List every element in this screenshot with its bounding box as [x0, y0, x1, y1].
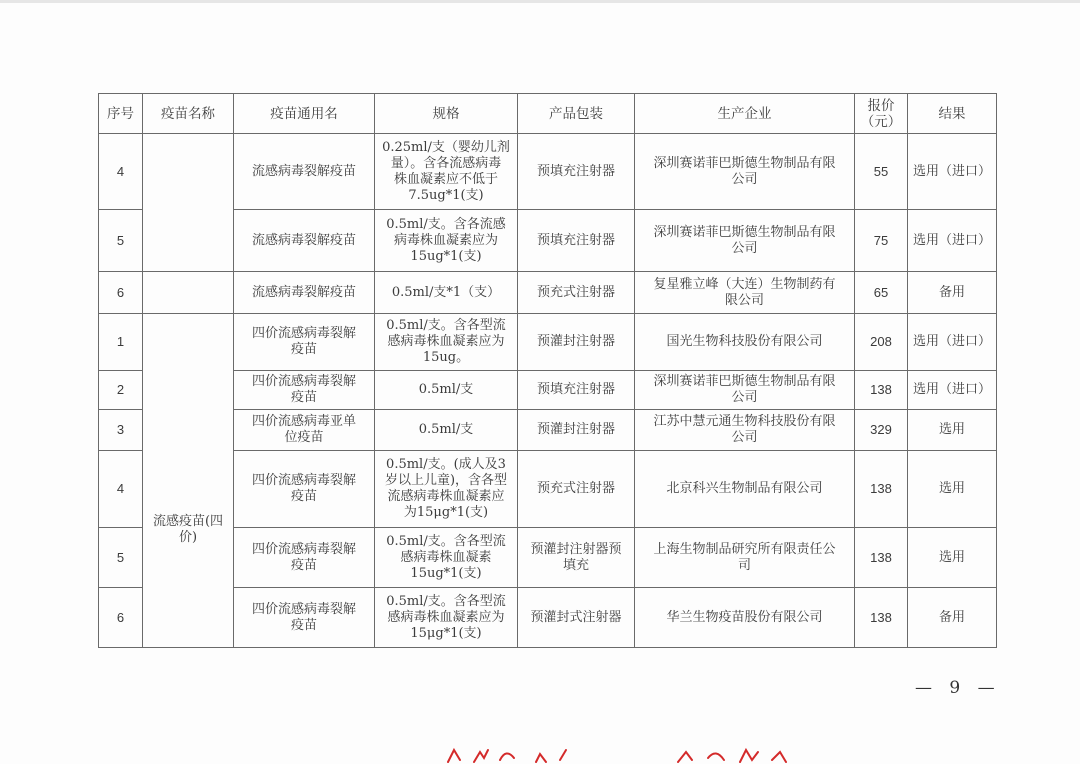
- table-row: [99, 210, 997, 272]
- cell-no: 5: [99, 210, 143, 272]
- cell-result: 选用: [908, 410, 997, 451]
- cell-no: 2: [99, 371, 143, 410]
- cell-result: 选用（进口）: [908, 134, 997, 210]
- cell-price: 138: [855, 371, 908, 410]
- cell-price: 329: [855, 410, 908, 451]
- cell-spec: 0.5ml/支: [375, 371, 518, 410]
- cell-result: 选用（进口）: [908, 210, 997, 272]
- cell-maker: 江苏中慧元通生物科技股份有限 公司: [635, 410, 855, 451]
- cell-package: 预灌封注射器预 填充: [518, 528, 635, 588]
- cell-name-empty: [143, 272, 234, 314]
- cell-spec: 0.5ml/支。含各型流 感病毒株血凝素 15ug*1(支): [375, 528, 518, 588]
- cell-result: 备用: [908, 588, 997, 648]
- cell-price: 138: [855, 451, 908, 528]
- table-row: [99, 451, 997, 528]
- cell-generic: 四价流感病毒裂解 疫苗: [234, 314, 375, 371]
- cell-package: 预灌封注射器: [518, 314, 635, 371]
- table-row: [99, 272, 997, 314]
- cell-no: 4: [99, 134, 143, 210]
- cell-no: 1: [99, 314, 143, 371]
- header-cell: 结果: [908, 94, 997, 134]
- cell-package: 预填充注射器: [518, 134, 635, 210]
- cell-spec: 0.5ml/支。(成人及3 岁以上儿童)，含各型 流感病毒株血凝素应 为15μg*1(支): [375, 451, 518, 528]
- cell-spec: 0.5ml/支: [375, 410, 518, 451]
- table-row: [99, 134, 997, 210]
- cell-package: 预填充注射器: [518, 371, 635, 410]
- table-row: [99, 314, 997, 371]
- cell-no: 6: [99, 272, 143, 314]
- cell-maker: 北京科兴生物制品有限公司: [635, 451, 855, 528]
- table-row: [99, 588, 997, 648]
- cell-maker: 深圳赛诺菲巴斯德生物制品有限 公司: [635, 134, 855, 210]
- cell-price: 55: [855, 134, 908, 210]
- cell-package: 预填充注射器: [518, 210, 635, 272]
- cell-spec: 0.5ml/支*1（支）: [375, 272, 518, 314]
- cell-maker: 深圳赛诺菲巴斯德生物制品有限 公司: [635, 371, 855, 410]
- table-row: [99, 371, 997, 410]
- red-seal-fragment: [440, 738, 820, 764]
- cell-generic: 四价流感病毒亚单 位疫苗: [234, 410, 375, 451]
- cell-maker: 国光生物科技股份有限公司: [635, 314, 855, 371]
- cell-result: 选用: [908, 528, 997, 588]
- cell-package: 预灌封式注射器: [518, 588, 635, 648]
- cell-generic: 流感病毒裂解疫苗: [234, 134, 375, 210]
- header-cell: 疫苗通用名: [234, 94, 375, 134]
- header-cell: 序号: [99, 94, 143, 134]
- cell-vaccine-name: 流感疫苗(四 价): [143, 314, 234, 648]
- cell-spec: 0.5ml/支。含各型流 感病毒株血凝素应为 15ug。: [375, 314, 518, 371]
- cell-package: 预灌封注射器: [518, 410, 635, 451]
- header-cell: 产品包装: [518, 94, 635, 134]
- cell-spec: 0.5ml/支。含各流感 病毒株血凝素应为 15ug*1(支): [375, 210, 518, 272]
- cell-generic: 四价流感病毒裂解 疫苗: [234, 371, 375, 410]
- header-cell: 规格: [375, 94, 518, 134]
- cell-generic: 流感病毒裂解疫苗: [234, 210, 375, 272]
- table-row: [99, 410, 997, 451]
- cell-result: 选用（进口）: [908, 371, 997, 410]
- cell-generic: 四价流感病毒裂解 疫苗: [234, 528, 375, 588]
- cell-maker: 深圳赛诺菲巴斯德生物制品有限 公司: [635, 210, 855, 272]
- cell-price: 208: [855, 314, 908, 371]
- page-top-edge: [0, 0, 1080, 3]
- cell-price: 138: [855, 528, 908, 588]
- header-cell: 报价 （元）: [855, 94, 908, 134]
- cell-result: 选用: [908, 451, 997, 528]
- cell-generic: 流感病毒裂解疫苗: [234, 272, 375, 314]
- cell-no: 3: [99, 410, 143, 451]
- table-header-row: [99, 94, 997, 134]
- cell-generic: 四价流感病毒裂解 疫苗: [234, 588, 375, 648]
- cell-maker: 华兰生物疫苗股份有限公司: [635, 588, 855, 648]
- header-cell: 生产企业: [635, 94, 855, 134]
- cell-result: 备用: [908, 272, 997, 314]
- cell-package: 预充式注射器: [518, 272, 635, 314]
- page-number: — 9 —: [915, 678, 1001, 698]
- cell-no: 6: [99, 588, 143, 648]
- cell-result: 选用（进口）: [908, 314, 997, 371]
- cell-no: 5: [99, 528, 143, 588]
- cell-price: 138: [855, 588, 908, 648]
- header-cell: 疫苗名称: [143, 94, 234, 134]
- cell-generic: 四价流感病毒裂解 疫苗: [234, 451, 375, 528]
- cell-spec: 0.5ml/支。含各型流 感病毒株血凝素应为 15μg*1(支): [375, 588, 518, 648]
- table-row: [99, 528, 997, 588]
- cell-price: 65: [855, 272, 908, 314]
- cell-package: 预充式注射器: [518, 451, 635, 528]
- cell-spec: 0.25ml/支（婴幼儿剂 量）。含各流感病毒 株血凝素应不低于 7.5ug*1(支): [375, 134, 518, 210]
- cell-price: 75: [855, 210, 908, 272]
- cell-no: 4: [99, 451, 143, 528]
- vaccine-table: [98, 93, 997, 648]
- cell-name-empty: [143, 134, 234, 272]
- cell-maker: 复星雅立峰（大连）生物制药有 限公司: [635, 272, 855, 314]
- cell-maker: 上海生物制品研究所有限责任公 司: [635, 528, 855, 588]
